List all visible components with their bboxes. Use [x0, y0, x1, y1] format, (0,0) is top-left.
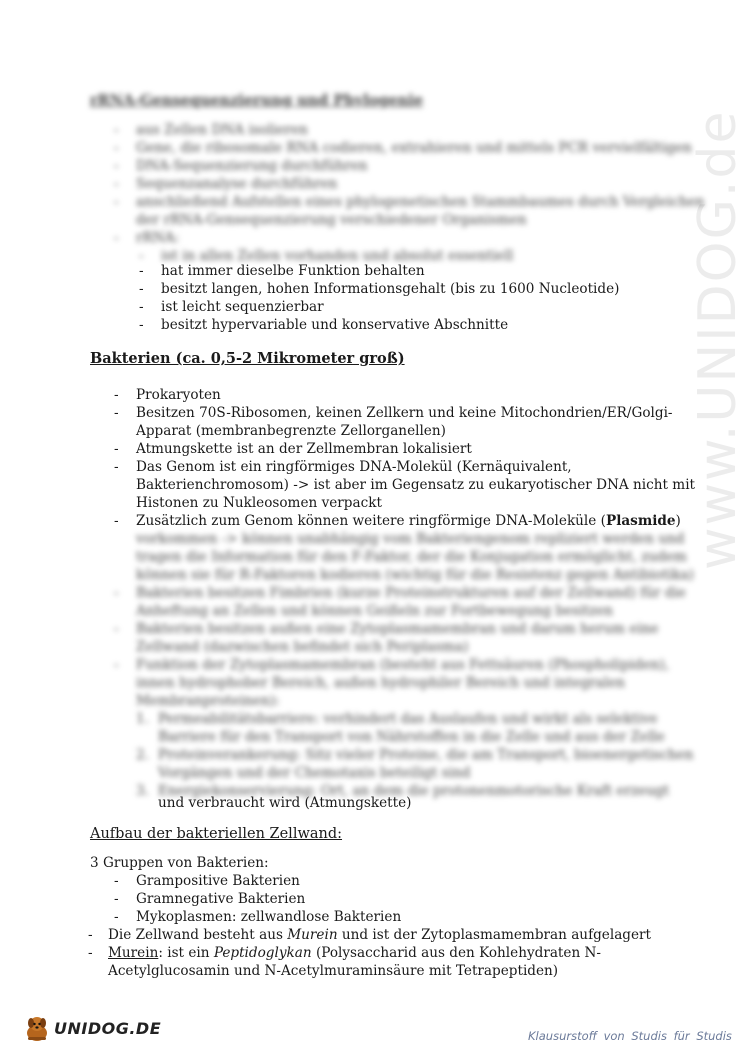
watermark: www.UNIDOG.de	[688, 109, 748, 570]
list-item-cont: Bakterienchromosom) -> ist aber im Gegensatz zu eukaryotischer DNA nicht mit	[136, 477, 696, 493]
text-run: )	[675, 513, 681, 529]
text-run: und ist der Zytoplasmamembran aufgelagert	[337, 927, 652, 943]
list-item: ist leicht sequenzierbar	[161, 299, 324, 315]
section-heading-rrna: rRNA-Gensequenzierung und Phylogenie	[90, 92, 424, 109]
list-item: Mykoplasmen: zellwandlose Bakterien	[136, 909, 402, 925]
murein-term: Murein	[287, 927, 338, 943]
section-heading-zellwand: Aufbau der bakteriellen Zellwand:	[90, 826, 343, 842]
peptidoglykan-term: Peptidoglykan	[213, 945, 312, 961]
list-dash: -	[114, 891, 119, 907]
plasmide-term: Plasmide	[605, 513, 676, 529]
gruppen-intro: 3 Gruppen von Bakterien:	[90, 855, 269, 871]
blurred-line: vorkommen -> können unabhängig vom Bakteriengenom repliziert werden und	[136, 531, 685, 547]
blurred-line: Membranproteinen):	[136, 693, 280, 709]
list-dash: -	[114, 873, 119, 889]
blurred-line: Proteinverankerung: Sitz vieler Proteine, die am Transport, bioenergetischen	[158, 747, 694, 763]
blurred-line: Bakterien besitzen Fimbrien (kurze Proteinstrukturen auf der Zellwand) für die	[136, 585, 686, 601]
logo-text: UNIDOG.DE	[54, 1018, 162, 1038]
list-dash: -	[139, 317, 144, 333]
list-dash: -	[114, 194, 119, 210]
atmungskette-line: und verbraucht wird (Atmungskette)	[158, 795, 412, 811]
list-dash: -	[114, 909, 119, 925]
numbered-marker: 3.	[136, 783, 149, 799]
text-run: (Polysaccharid aus den Kohlehydraten N-	[311, 945, 602, 961]
list-dash: -	[114, 387, 119, 403]
list-dash: -	[114, 657, 119, 673]
list-item: besitzt hypervariable und konservative Abschnitte	[161, 317, 509, 333]
list-item-cont: Histonen zu Nukleosomen verpackt	[136, 495, 382, 511]
list-item: ist in allen Zellen vorhanden und absolut essentiell	[161, 248, 514, 264]
list-item: hat immer dieselbe Funktion behalten	[161, 263, 425, 279]
numbered-marker: 2.	[136, 747, 149, 763]
section-heading-bakterien: Bakterien (ca. 0,5-2 Mikrometer groß)	[90, 350, 405, 367]
blurred-line: Permeabilitätsbarriere: verhindert das Auslaufen und wirkt als selektive	[158, 711, 658, 727]
list-dash: -	[139, 263, 144, 279]
blurred-line: Anheftung an Zellen und können Geißeln zur Fortbewegung besitzen	[136, 603, 613, 619]
blurred-line: Barriere für den Transport von Nährstoffen in die Zelle und aus der Zelle	[158, 729, 665, 745]
list-item: besitzt langen, hohen Informationsgehalt (bis zu 1600 Nucleotide)	[161, 281, 620, 297]
unidog-logo[interactable]	[22, 1013, 161, 1043]
blurred-line: können sie für R-Faktoren kodieren (wichtig für die Resistenz gegen Antibiotika)	[136, 567, 694, 583]
list-dash: -	[114, 140, 119, 156]
list-dash: -	[114, 621, 119, 637]
footer-tagline: Klausurstoff von Studis für Studis	[528, 1029, 732, 1043]
blurred-line: tragen die Information für den F-Faktor, der die Konjugation ermöglicht, zudem	[136, 549, 687, 565]
list-item-cont: Acetylglucosamin und N-Acetylmuraminsäure mit Tetrapeptiden)	[108, 963, 559, 979]
list-item-cont: der rRNA-Gensequenzierung verschiedener Organismen	[136, 212, 527, 228]
numbered-marker: 1.	[136, 711, 149, 727]
list-dash: -	[114, 176, 119, 192]
list-item: Grampositive Bakterien	[136, 873, 300, 889]
dog-mascot-icon	[22, 1013, 52, 1043]
text-run: Zusätzlich zum Genom können weitere ringförmige DNA-Moleküle (	[136, 513, 606, 529]
list-dash: -	[114, 158, 119, 174]
list-item	[136, 512, 681, 530]
list-item: anschließend Aufstellen eines phylogenetischen Stammbaumes durch Vergleichen	[136, 194, 705, 210]
blurred-line: innen hydrophober Bereich, außen hydrophiler Bereich und integralen	[136, 675, 626, 691]
list-item-cont: Apparat (membranbegrenzte Zellorganellen)	[136, 423, 446, 439]
list-item: aus Zellen DNA isolieren	[136, 122, 308, 138]
blurred-line: Vorgängen und der Chemotaxis beteiligt sind	[158, 765, 471, 781]
list-item	[108, 926, 651, 944]
list-dash: -	[114, 230, 119, 246]
blurred-line: Zellwand (dazwischen befindet sich Periplasma)	[136, 639, 469, 655]
list-item: Das Genom ist ein ringförmiges DNA-Molekül (Kernäquivalent,	[136, 459, 572, 475]
text-run: Die Zellwand besteht aus	[108, 927, 288, 943]
list-item	[108, 944, 601, 962]
list-item: Atmungskette ist an der Zellmembran lokalisiert	[136, 441, 472, 457]
list-dash: -	[114, 405, 119, 421]
blurred-line: Funktion der Zytoplasmamembran (besteht aus Fettsäuren (Phospholipiden),	[136, 657, 670, 673]
list-dash: -	[114, 441, 119, 457]
list-dash: -	[139, 281, 144, 297]
list-dash: -	[88, 927, 93, 943]
list-item: Gramnegative Bakterien	[136, 891, 306, 907]
list-item: Gene, die ribosomale RNA codieren, extrahieren und mittels PCR vervielfältigen	[136, 140, 692, 156]
list-dash: -	[114, 122, 119, 138]
list-dash: -	[114, 513, 119, 529]
list-dash: -	[114, 585, 119, 601]
text-run: : ist ein	[158, 945, 214, 961]
murein-underlined: Murein	[108, 945, 159, 961]
list-item: DNA-Sequenzierung durchführen	[136, 158, 368, 174]
list-dash: -	[114, 459, 119, 475]
list-dash: -	[139, 299, 144, 315]
list-item: Besitzen 70S-Ribosomen, keinen Zellkern und keine Mitochondrien/ER/Golgi-	[136, 405, 673, 421]
list-item: rRNA:	[136, 230, 180, 246]
list-dash: -	[88, 945, 93, 961]
list-item: Prokaryoten	[136, 387, 221, 403]
list-item: Sequenzanalyse durchführen	[136, 176, 338, 192]
list-dash: -	[139, 248, 144, 264]
blurred-line: Energiekonservierung: Ort, an dem die protonenmotorische Kraft erzeugt	[158, 783, 670, 799]
blurred-line: Bakterien besitzen außen eine Zytoplasmamembran und darum herum eine	[136, 621, 659, 637]
